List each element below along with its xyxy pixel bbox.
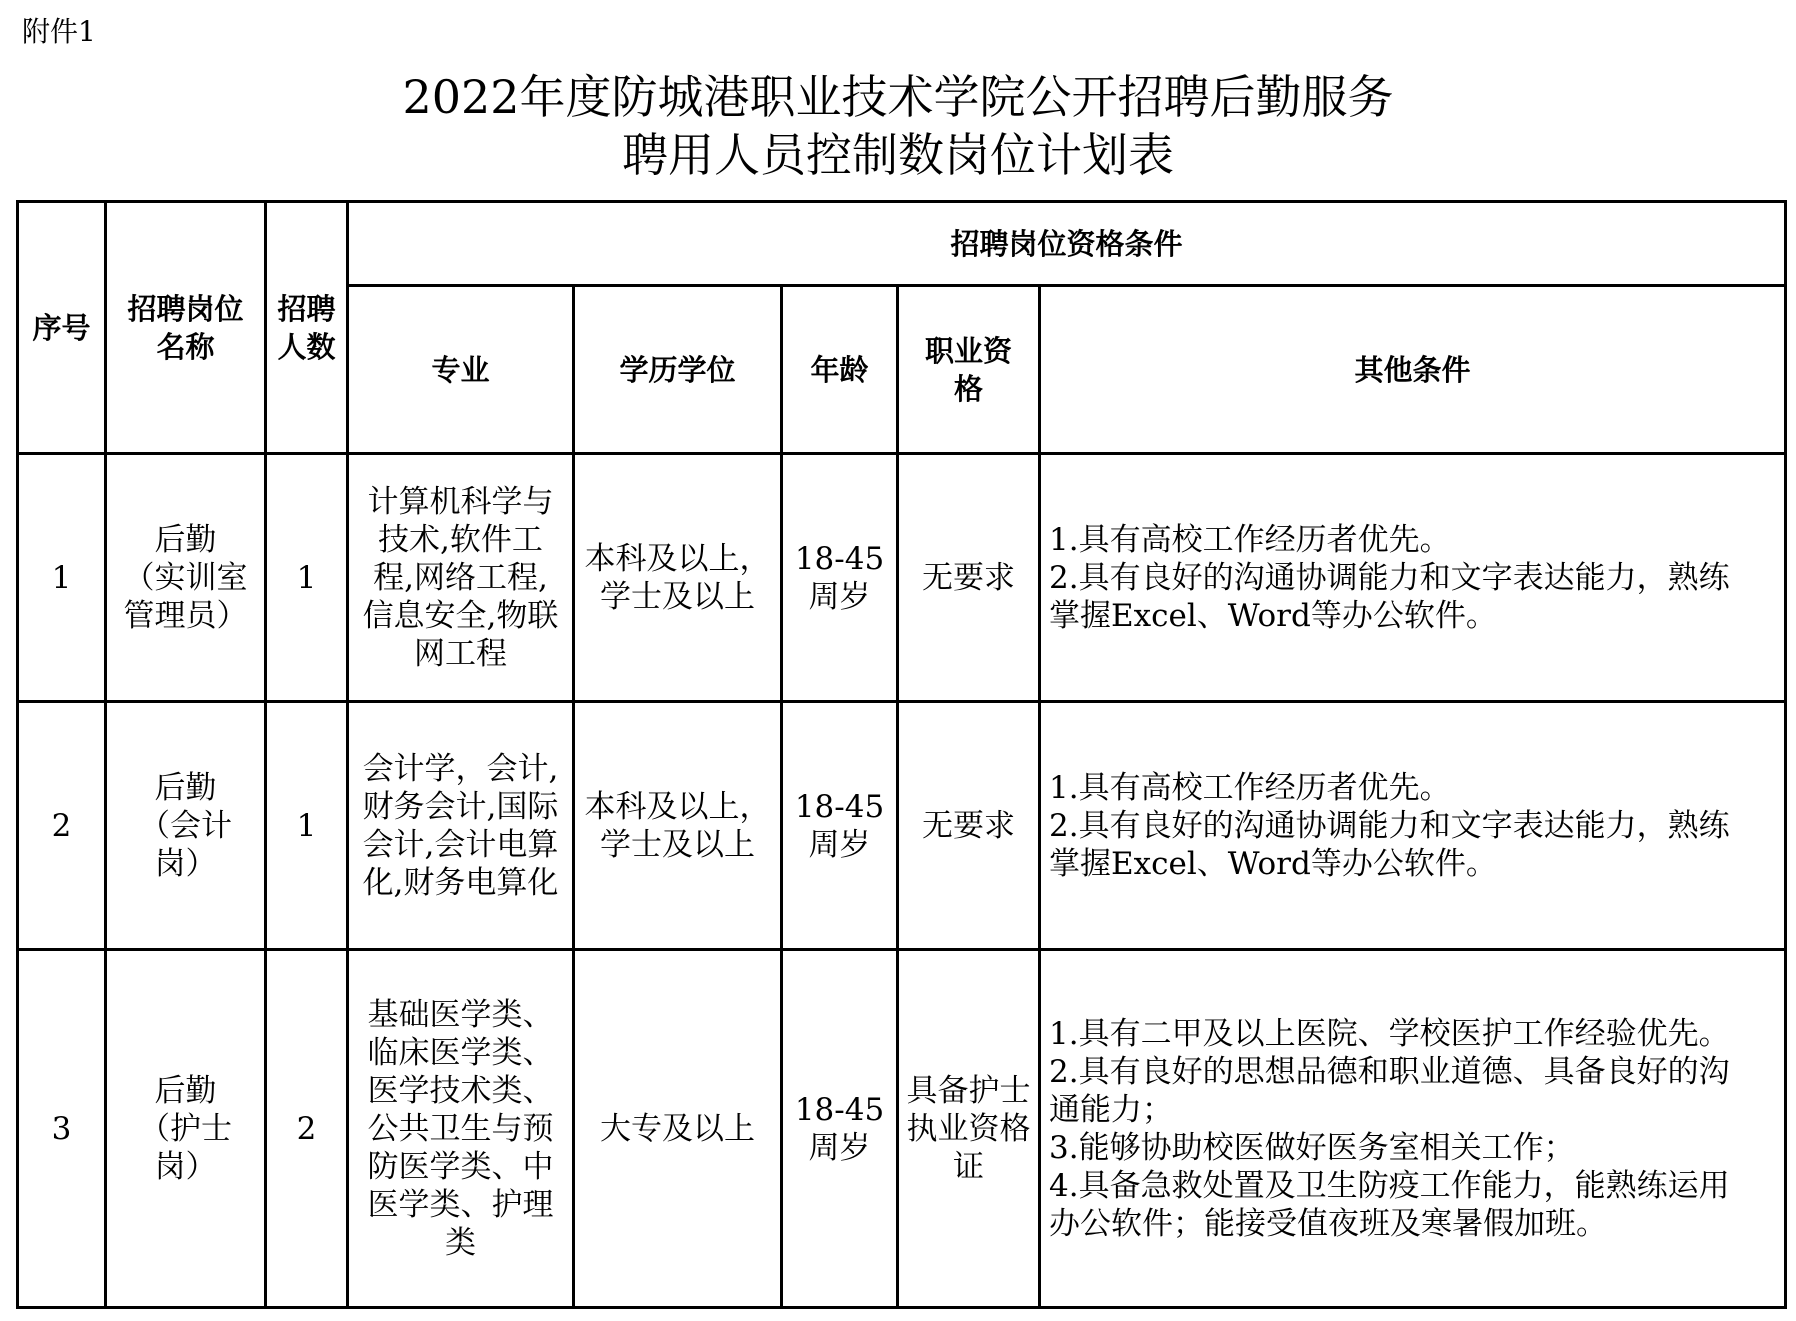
attachment-label: 附件1 (22, 15, 96, 48)
cell-qualification: 无要求 (898, 454, 1040, 702)
cell-position: 后勤 （护士 岗） (106, 950, 266, 1308)
cell-seq: 3 (18, 950, 106, 1308)
cell-qualification: 具备护士 执业资格 证 (898, 950, 1040, 1308)
cell-other-conditions: 1.具有二甲及以上医院、学校医护工作经验优先。 2.具有良好的思想品德和职业道德、具备良好的沟 通能力； 3.能够协助校医做好医务室相关工作； 4.具备急救处置及卫生防疫工作能力，能熟练运用 办公软件；能接受值夜班及寒暑假加班。 (1040, 950, 1786, 1308)
table-row (18, 702, 1786, 950)
cell-age: 18-45 周岁 (782, 454, 898, 702)
page-title-line2: 聘用人员控制数岗位计划表 (622, 128, 1174, 182)
cell-education: 大专及以上 (574, 950, 782, 1308)
cell-major: 计算机科学与 技术,软件工 程,网络工程, 信息安全,物联 网工程 (348, 454, 574, 702)
cell-other-conditions: 1.具有高校工作经历者优先。 2.具有良好的沟通协调能力和文字表达能力，熟练 掌握Excel、Word等办公软件。 (1040, 454, 1786, 702)
cell-seq: 1 (18, 454, 106, 702)
cell-major: 会计学，会计, 财务会计,国际 会计,会计电算 化,财务电算化 (348, 702, 574, 950)
cell-position: 后勤 （会计 岗） (106, 702, 266, 950)
header-count: 招聘 人数 (266, 202, 348, 454)
cell-other-conditions: 1.具有高校工作经历者优先。 2.具有良好的沟通协调能力和文字表达能力，熟练 掌握Excel、Word等办公软件。 (1040, 702, 1786, 950)
header-row-1 (18, 202, 1786, 286)
header-major: 专业 (348, 286, 574, 454)
header-other-conditions: 其他条件 (1040, 286, 1786, 454)
header-education: 学历学位 (574, 286, 782, 454)
header-seq: 序号 (18, 202, 106, 454)
cell-position: 后勤 （实训室 管理员） (106, 454, 266, 702)
table-row (18, 454, 1786, 702)
cell-education: 本科及以上， 学士及以上 (574, 702, 782, 950)
recruitment-plan-table (16, 200, 1787, 1309)
header-age: 年龄 (782, 286, 898, 454)
page-title-line1: 2022年度防城港职业技术学院公开招聘后勤服务 (402, 70, 1394, 124)
cell-qualification: 无要求 (898, 702, 1040, 950)
cell-count: 2 (266, 950, 348, 1308)
header-position-name: 招聘岗位 名称 (106, 202, 266, 454)
table-row (18, 950, 1786, 1308)
header-professional-qualification: 职业资 格 (898, 286, 1040, 454)
cell-count: 1 (266, 702, 348, 950)
cell-seq: 2 (18, 702, 106, 950)
header-qualification-group: 招聘岗位资格条件 (348, 202, 1786, 286)
cell-education: 本科及以上， 学士及以上 (574, 454, 782, 702)
cell-major: 基础医学类、 临床医学类、 医学技术类、 公共卫生与预 防医学类、中 医学类、护理 类 (348, 950, 574, 1308)
cell-age: 18-45 周岁 (782, 950, 898, 1308)
cell-age: 18-45 周岁 (782, 702, 898, 950)
cell-count: 1 (266, 454, 348, 702)
